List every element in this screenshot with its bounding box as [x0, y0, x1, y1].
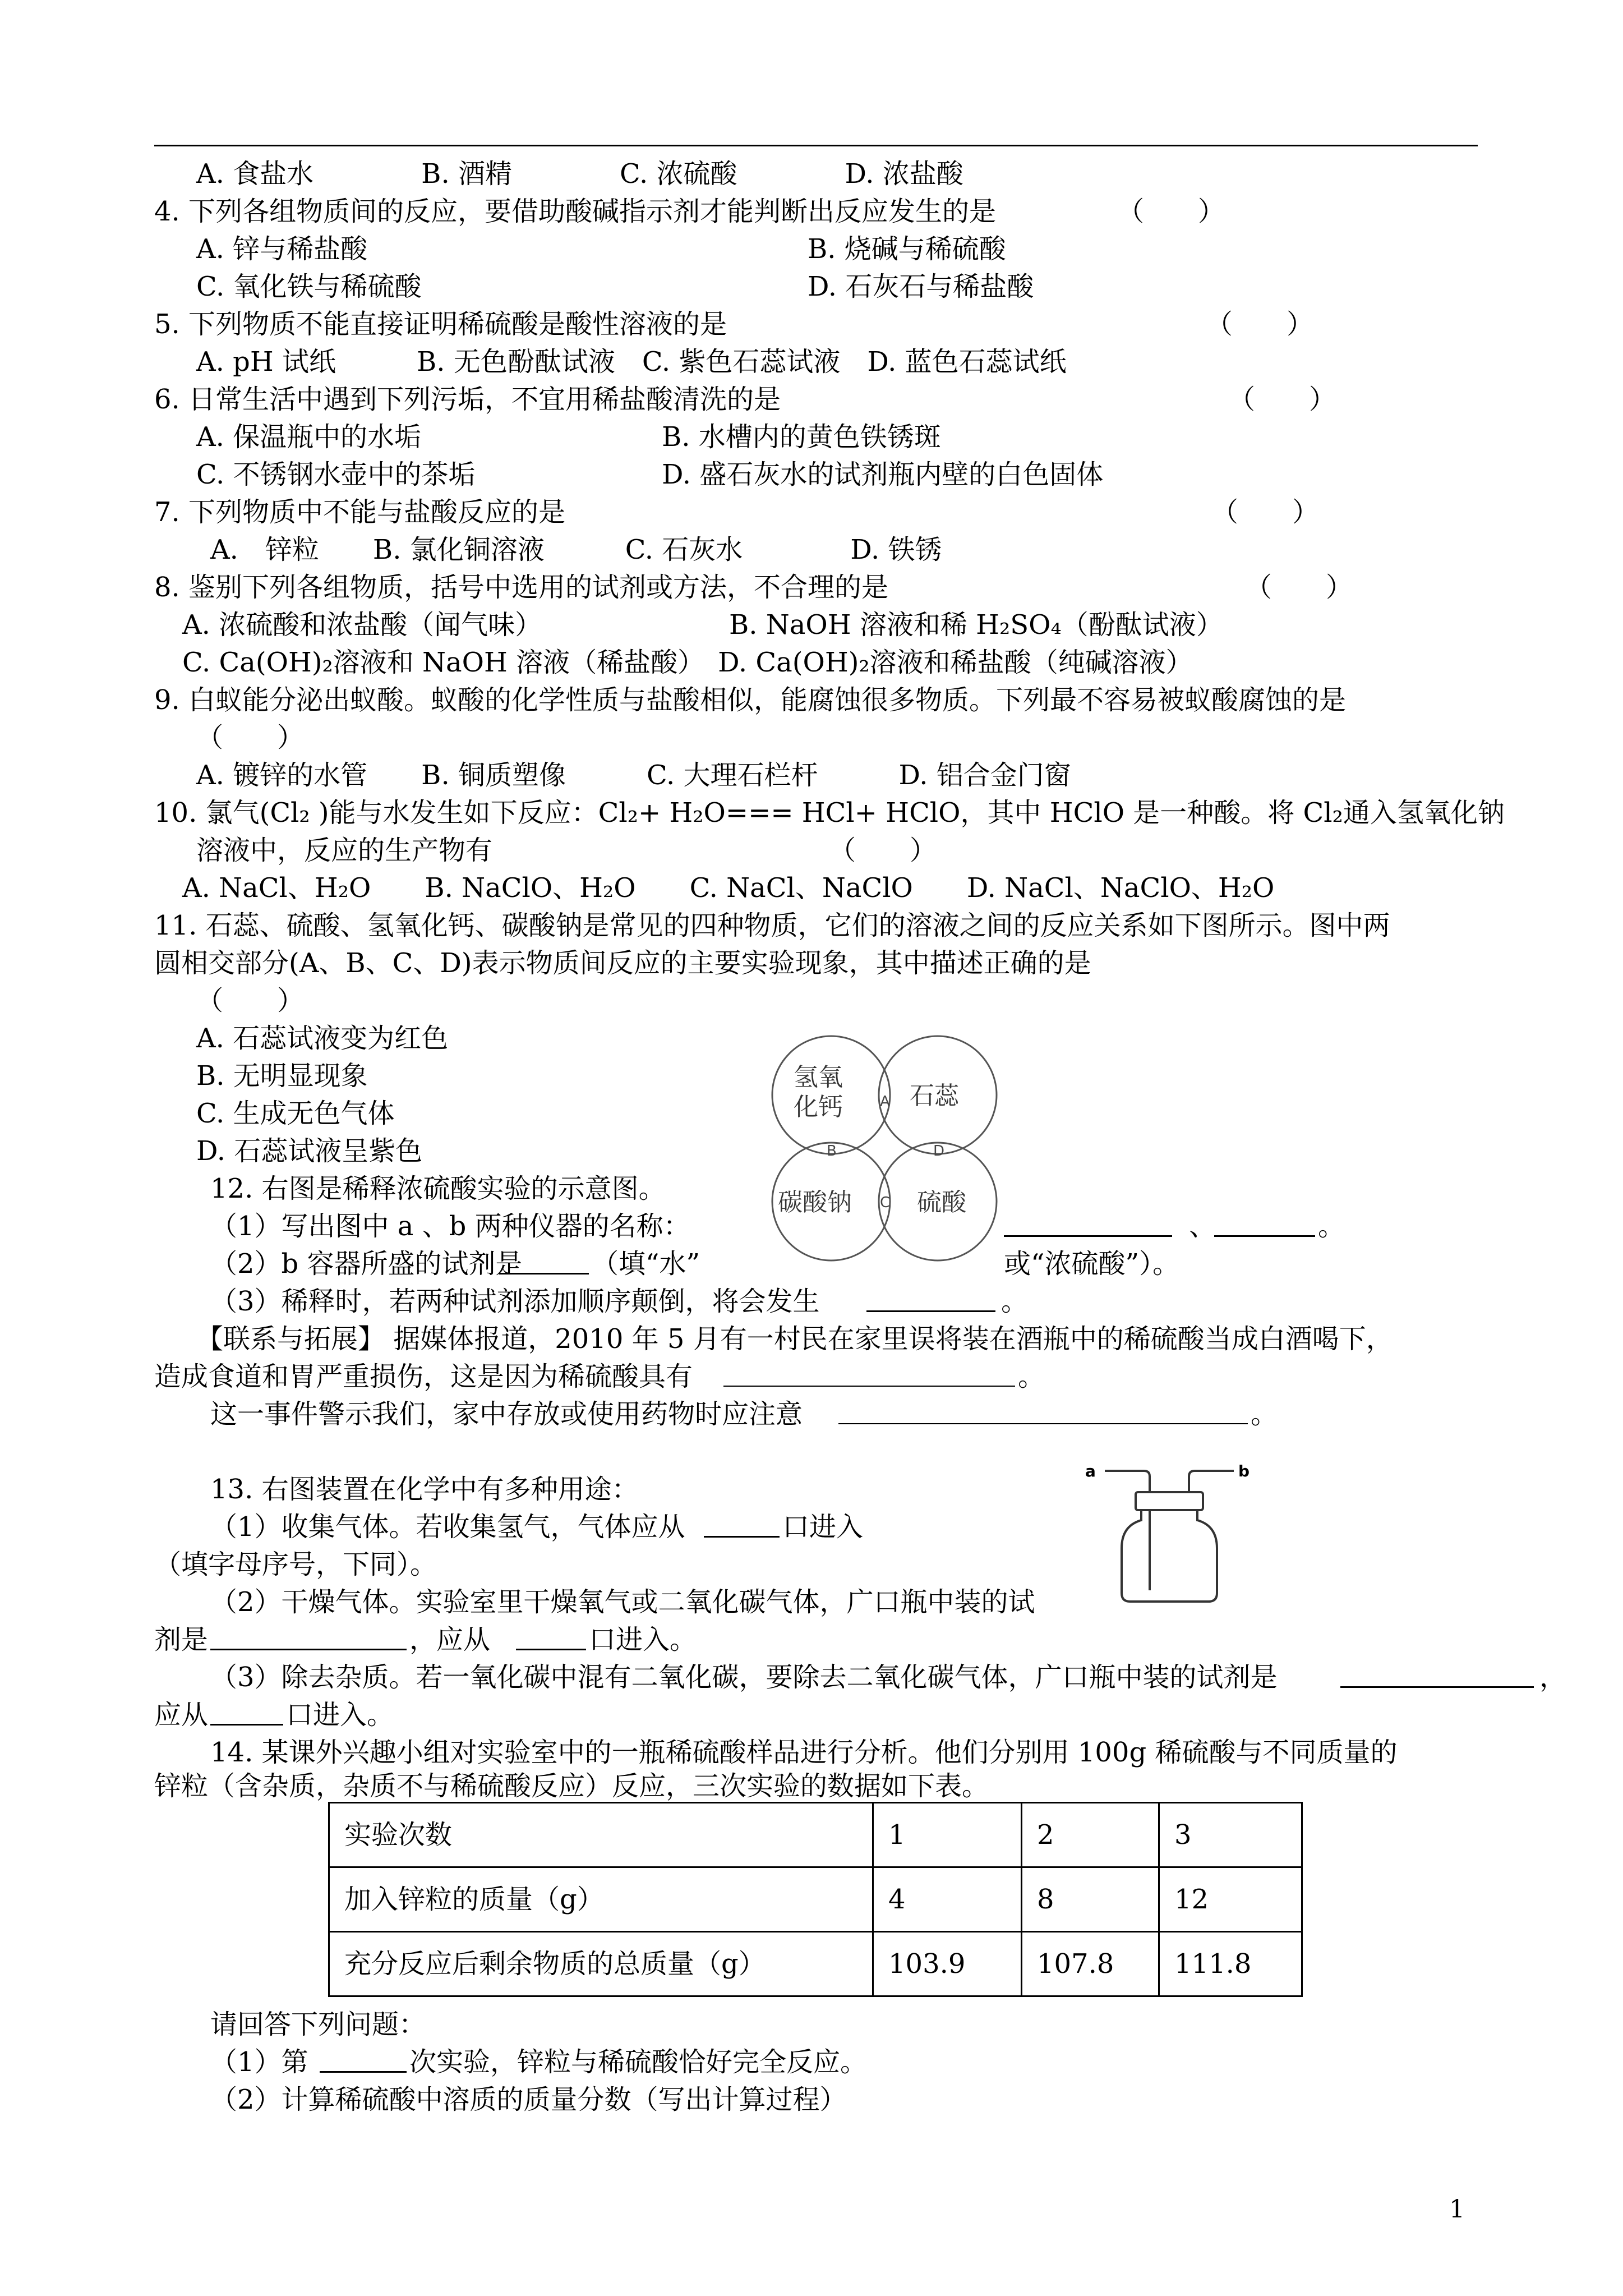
- q12-part3: （3）稀释时，若两种试剂添加顺序颠倒，将会发生: [210, 1286, 820, 1317]
- q11-option-c: C. 生成无色气体: [196, 1098, 395, 1129]
- q6-option-d: D. 盛石灰水的试剂瓶内壁的白色固体: [662, 459, 1104, 490]
- venn-intersection-a: A: [880, 1093, 890, 1110]
- page-number: 1: [1449, 2195, 1465, 2224]
- q4-option-b: B. 烧碱与稀硫酸: [808, 233, 1006, 265]
- experiment-data-table: [328, 1802, 1303, 1997]
- venn-intersection-c: C: [880, 1194, 891, 1211]
- q12-blank-consequence: [866, 1282, 995, 1312]
- extension-text-cont: 造成食道和胃严重损伤，这是因为稀硫酸具有: [154, 1361, 693, 1392]
- q7-options: A. 锌粒 B. 氯化铜溶液 C. 石灰水 D. 铁锈: [210, 534, 942, 565]
- q12-part3-end: 。: [1001, 1286, 1029, 1317]
- q13-blank-drying-agent: [210, 1621, 407, 1650]
- venn-intersection-b: B: [827, 1143, 837, 1159]
- q8-option-a: A. 浓硫酸和浓盐酸（闻气味）: [182, 609, 542, 641]
- q7-stem: 7. 下列物质中不能与盐酸反应的是: [154, 496, 566, 528]
- q13-part1: （1）收集气体。若收集氢气，气体应从: [210, 1511, 685, 1543]
- q12-part1: （1）写出图中 a 、b 两种仪器的名称：: [210, 1211, 690, 1242]
- q12-part2-hint-cont: 或“浓硫酸”）。: [1004, 1248, 1180, 1280]
- q6-bracket: （ ）: [1228, 384, 1336, 415]
- table-cell: 2: [1022, 1803, 1159, 1867]
- q13-stem: 13. 右图装置在化学中有多种用途：: [210, 1474, 639, 1505]
- venn-label-litmus: 石蕊: [910, 1082, 959, 1110]
- q4-option-d: D. 石灰石与稀盐酸: [808, 271, 1034, 302]
- q8-option-b: B. NaOH 溶液和稀 H₂SO₄（酚酞试液）: [729, 609, 1223, 641]
- table-cell: 实验次数: [329, 1803, 873, 1867]
- warning-text: 这一事件警示我们，家中存放或使用药物时应注意: [210, 1398, 803, 1430]
- q13-part1-note: （填字母序号，下同）。: [154, 1549, 437, 1580]
- gas-bottle-diagram: [1082, 1453, 1267, 1604]
- q10-stem: 10. 氯气(Cl₂ )能与水发生如下反应：Cl₂+ H₂O=== HCl+ HClO，其中 HClO 是一种酸。将 Cl₂通入氢氧化钠: [154, 797, 1505, 829]
- q13-blank-reagent: [1340, 1658, 1534, 1688]
- q13-blank-port-1: [704, 1508, 780, 1538]
- table-cell: 12: [1159, 1867, 1302, 1932]
- header-rule: [154, 145, 1478, 146]
- table-cell: 3: [1159, 1803, 1302, 1867]
- q6-stem: 6. 日常生活中遇到下列污垢，不宜用稀盐酸清洗的是: [154, 384, 781, 415]
- q12-stem: 12. 右图是稀释浓硫酸实验的示意图。: [210, 1173, 666, 1204]
- q13-blank-port-2: [516, 1621, 586, 1650]
- q13-part3-prefix: 应从: [154, 1699, 209, 1731]
- warning-blank: [838, 1395, 1248, 1424]
- q8-stem: 8. 鉴别下列各组物质，括号中选用的试剂或方法，不合理的是: [154, 572, 889, 603]
- q12-part2-hint: （填“水”: [592, 1248, 700, 1280]
- q12-part1-end: 。: [1318, 1211, 1345, 1242]
- q11-option-b: B. 无明显现象: [196, 1060, 368, 1092]
- q10-stem-cont: 溶液中，反应的生产物有 （ ）: [196, 835, 937, 866]
- extension-blank-property: [723, 1358, 1015, 1387]
- q5-options: A. pH 试纸 B. 无色酚酞试液 C. 紫色石蕊试液 D. 蓝色石蕊试纸: [196, 346, 1067, 378]
- q10-options: A. NaCl、H₂O B. NaClO、H₂O C. NaCl、NaClO D. NaCl、NaClO、H₂O: [182, 872, 1275, 904]
- table-cell: 加入锌粒的质量（g）: [329, 1867, 873, 1932]
- q14-blank-trial: [320, 2043, 407, 2073]
- q12-blank-reagent: [499, 1245, 589, 1274]
- venn-label-calcium-hydroxide-2: 化钙: [794, 1093, 843, 1121]
- q13-part2: （2）干燥气体。实验室里干燥氧气或二氧化碳气体，广口瓶中装的试: [210, 1586, 1035, 1618]
- q14-part1: 次实验，锌粒与稀硫酸恰好完全反应。: [409, 2046, 868, 2078]
- q12-blank-b: [1214, 1207, 1315, 1237]
- table-row: [329, 1803, 1302, 1867]
- port-label-a: a: [1085, 1462, 1096, 1480]
- table-row: [329, 1932, 1302, 1996]
- q12-separator: 、: [1189, 1211, 1216, 1242]
- table-cell: 8: [1022, 1867, 1159, 1932]
- wide-mouth-bottle: [1122, 1510, 1217, 1602]
- q6-option-a: A. 保温瓶中的水垢: [196, 421, 422, 453]
- q13-part2-end: 口进入。: [589, 1624, 697, 1655]
- q8-bracket: （ ）: [1245, 572, 1353, 603]
- venn-label-sodium-carbonate: 碳酸钠: [778, 1188, 852, 1217]
- extension-end: 。: [1018, 1361, 1045, 1392]
- q6-option-c: C. 不锈钢水壶中的茶垢: [196, 459, 476, 490]
- q9-stem: 9. 白蚁能分泌出蚁酸。蚁酸的化学性质与盐酸相似，能腐蚀很多物质。下列最不容易被蚁酸腐蚀的是: [154, 684, 1347, 716]
- q5-stem: 5. 下列物质不能直接证明稀硫酸是酸性溶液的是: [154, 309, 727, 340]
- table-cell: 103.9: [873, 1932, 1022, 1996]
- q11-stem: 11. 石蕊、硫酸、氢氧化钙、碳酸钠是常见的四种物质，它们的溶液之间的反应关系如下图所示。图中两: [154, 910, 1390, 941]
- q8-options-cd: C. Ca(OH)₂溶液和 NaOH 溶液（稀盐酸） D. Ca(OH)₂溶液和稀盐酸（纯碱溶液）: [182, 647, 1193, 678]
- stopper: [1136, 1492, 1203, 1510]
- table-row: [329, 1867, 1302, 1932]
- table-cell: 111.8: [1159, 1932, 1302, 1996]
- q14-part1-prefix: （1）第: [210, 2046, 308, 2078]
- table-cell: 107.8: [1022, 1932, 1159, 1996]
- q12-part2: （2）b 容器所盛的试剂是: [210, 1248, 523, 1280]
- q12-blank-a: [1004, 1207, 1172, 1237]
- q13-part1-end: 口进入: [782, 1511, 864, 1543]
- q11-bracket: （ ）: [196, 985, 305, 1016]
- q7-bracket: （ ）: [1211, 496, 1320, 528]
- q11-stem-cont: 圆相交部分(A、B、C、D)表示物质间反应的主要实验现象，其中描述正确的是: [154, 947, 1091, 979]
- q4-stem: 4. 下列各组物质间的反应，要借助酸碱指示剂才能判断出反应发生的是 （ ）: [154, 196, 1225, 227]
- table-cell: 1: [873, 1803, 1022, 1867]
- q11-option-d: D. 石蕊试液呈紫色: [196, 1135, 423, 1167]
- extension-text: 【联系与拓展】 据媒体报道，2010 年 5 月有一村民在家里误将装在酒瓶中的稀硫酸当成白酒喝下，: [196, 1323, 1393, 1355]
- q6-option-b: B. 水槽内的黄色铁锈斑: [662, 421, 941, 453]
- q14-stem: 14. 某课外兴趣小组对实验室中的一瓶稀硫酸样品进行分析。他们分别用 100g 稀硫酸与不同质量的: [210, 1737, 1398, 1768]
- q13-part3-comma: ，: [1539, 1662, 1567, 1693]
- q13-part3-end: 口进入。: [286, 1699, 394, 1731]
- port-label-b: b: [1238, 1462, 1250, 1480]
- q4-option-c: C. 氧化铁与稀硫酸: [196, 271, 422, 302]
- q9-options: A. 镀锌的水管 B. 铜质塑像 C. 大理石栏杆 D. 铝合金门窗: [196, 760, 1071, 791]
- q3-options: A. 食盐水 B. 酒精 C. 浓硫酸 D. 浓盐酸: [196, 158, 963, 190]
- q13-part2-mid: ，应从: [409, 1624, 491, 1655]
- table-cell: 4: [873, 1867, 1022, 1932]
- q9-bracket: （ ）: [196, 722, 305, 753]
- q5-bracket: （ ）: [1206, 309, 1314, 340]
- venn-intersection-d: D: [933, 1143, 945, 1159]
- q14-stem-cont: 锌粒（含杂质，杂质不与稀硫酸反应）反应，三次实验的数据如下表。: [154, 1770, 989, 1802]
- venn-diagram: [763, 1032, 1009, 1268]
- q13-part2-prefix: 剂是: [154, 1624, 209, 1655]
- q13-blank-port-3: [210, 1696, 283, 1726]
- table-cell: 充分反应后剩余物质的总质量（g）: [329, 1932, 873, 1996]
- venn-label-calcium-hydroxide-1: 氢氧: [794, 1063, 843, 1092]
- venn-label-sulfuric-acid: 硫酸: [917, 1188, 966, 1217]
- q14-prompt: 请回答下列问题：: [210, 2009, 426, 2040]
- q13-part3: （3）除去杂质。若一氧化碳中混有二氧化碳，要除去二氧化碳气体，广口瓶中装的试剂是: [210, 1662, 1278, 1693]
- q11-option-a: A. 石蕊试液变为红色: [196, 1023, 449, 1054]
- warning-end: 。: [1251, 1398, 1278, 1430]
- q4-option-a: A. 锌与稀盐酸: [196, 233, 368, 265]
- q14-part2: （2）计算稀硫酸中溶质的质量分数（写出计算过程）: [210, 2084, 847, 2115]
